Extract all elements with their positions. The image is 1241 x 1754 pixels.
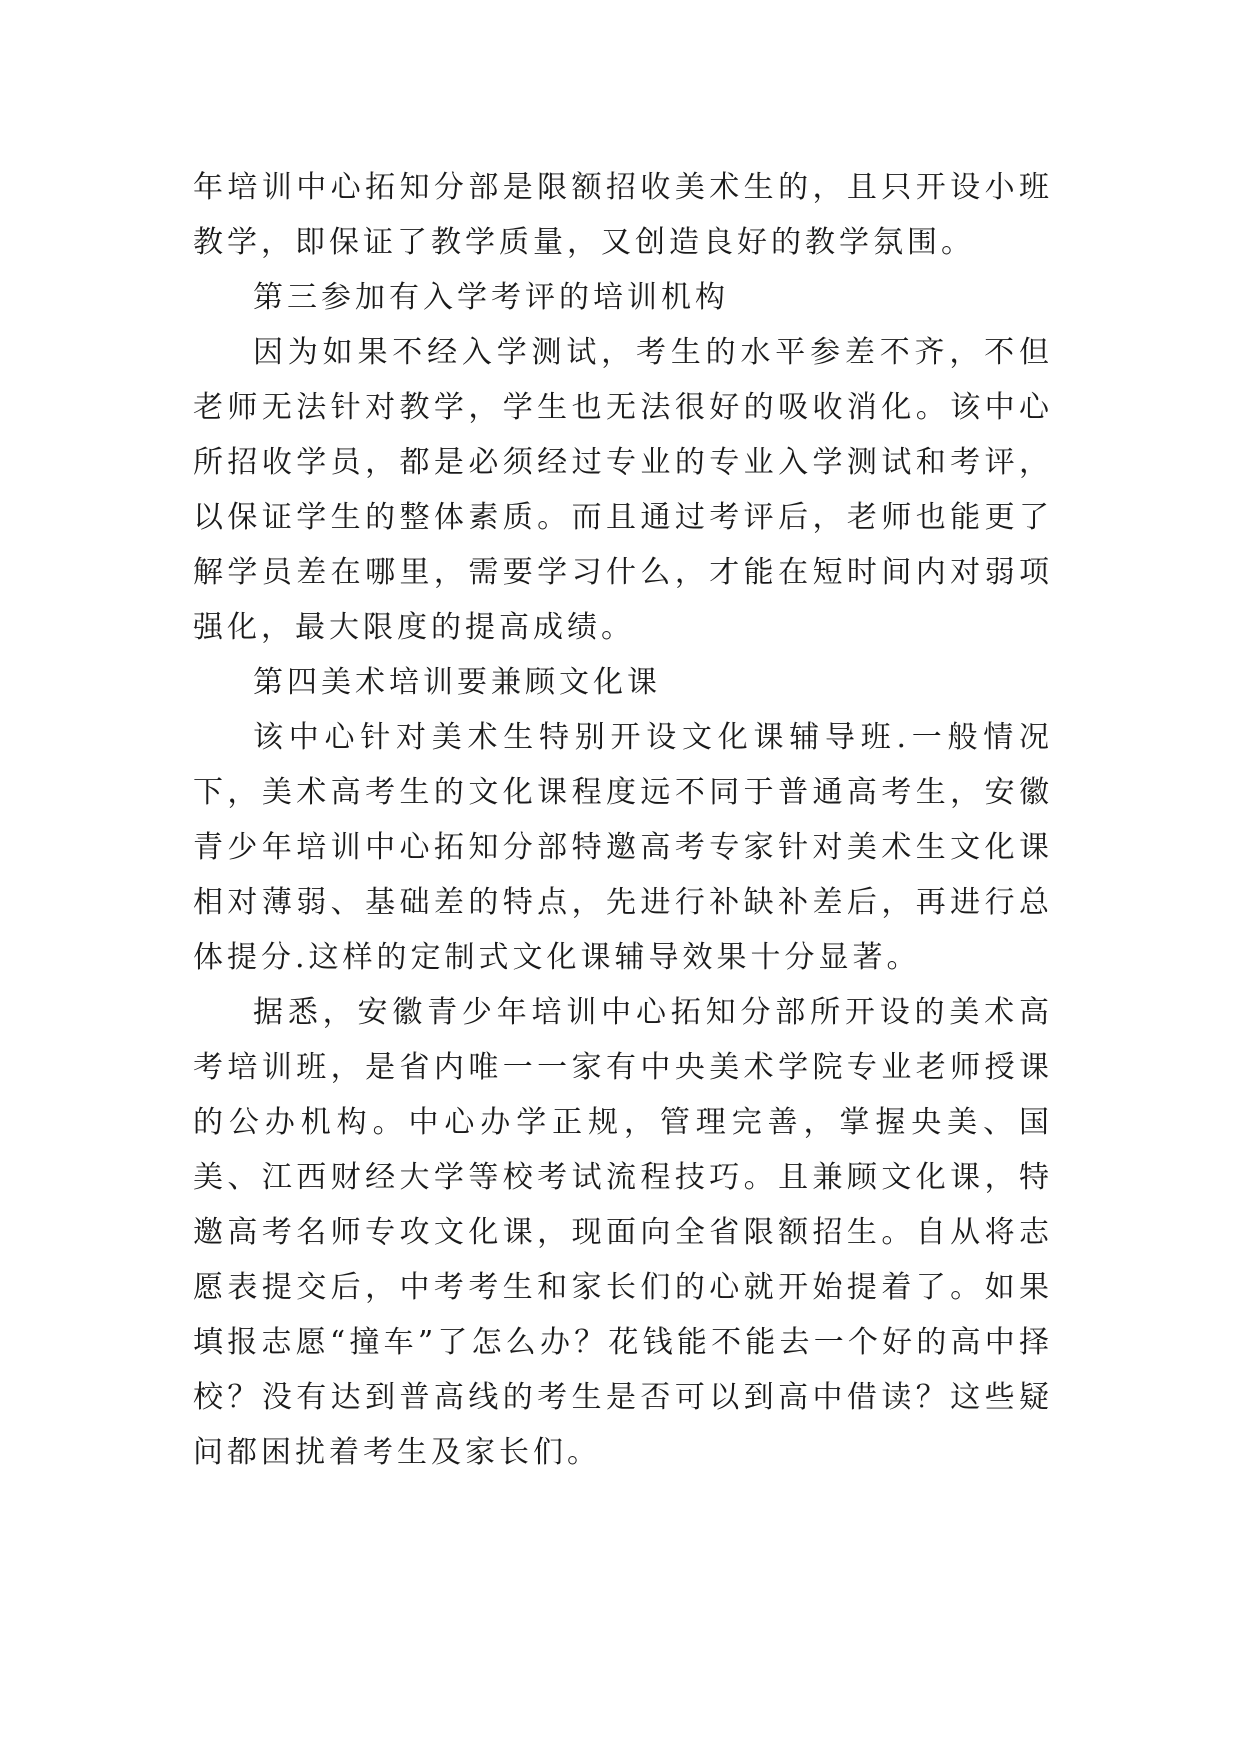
paragraph-entrance-assessment: 因为如果不经入学测试，考生的水平参差不齐，不但老师无法针对教学，学生也无法很好的吸收消化。该中心所招收学员，都是必须经过专业的专业入学测试和考评，以保证学生的整体素质。而且通过考评后，老师也能更了解学员差在哪里，需要学习什么，才能在短时间内对弱项强化，最大限度的提高成绩。 [193,335,1053,645]
section-heading-fourth: 第四美术培训要兼顾文化课 [253,665,661,700]
section-heading-third: 第三参加有入学考评的培训机构 [253,280,729,315]
document-body [193,160,1053,1480]
paragraph-culture-courses: 该中心针对美术生特别开设文化课辅导班.一般情况下，美术高考生的文化课程度远不同于普通高考生，安徽青少年培训中心拓知分部特邀高考专家针对美术生文化课相对薄弱、基础差的特点，先进行补缺补差后，再进行总体提分.这样的定制式文化课辅导效果十分显著。 [193,720,1053,975]
paragraph-continuation: 年培训中心拓知分部是限额招收美术生的，且只开设小班教学，即保证了教学质量，又创造良好的教学氛围。 [193,170,1053,260]
paragraph-overview: 据悉，安徽青少年培训中心拓知分部所开设的美术高考培训班，是省内唯一一家有中央美术学院专业老师授课的公办机构。中心办学正规，管理完善，掌握央美、国美、江西财经大学等校考试流程技巧。且兼顾文化课，特邀高考名师专攻文化课，现面向全省限额招生。自从将志愿表提交后，中考考生和家长们的心就开始提着了。如果填报志愿“撞车”了怎么办？花钱能不能去一个好的高中择校？没有达到普高线的考生是否可以到高中借读？这些疑问都困扰着考生及家长们。 [193,995,1053,1470]
